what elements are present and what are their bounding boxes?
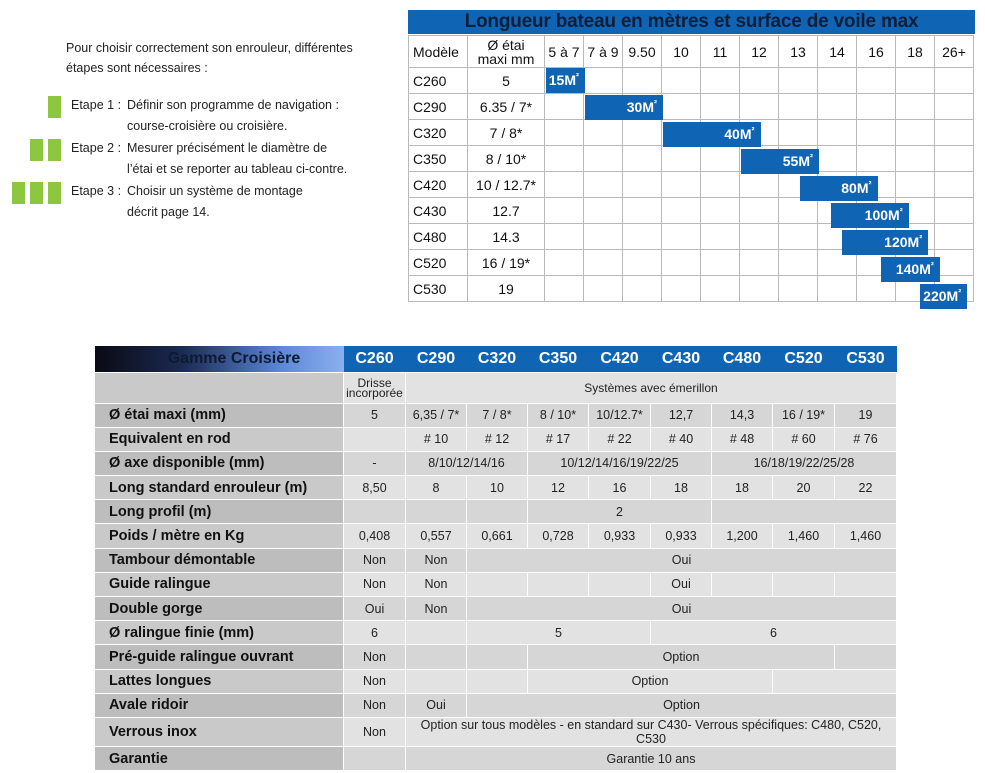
length-col-4: 11 (701, 36, 740, 68)
grid-cell (935, 120, 974, 146)
spec-cell (344, 427, 406, 451)
spec-cell (406, 669, 467, 693)
spec-cell: 8 (406, 476, 467, 500)
length-col-2: 9.50 (623, 36, 662, 68)
model-header-c290: C290 (406, 346, 467, 372)
spec-label: Avale ridoir (95, 693, 344, 717)
spec-cell: 2 (528, 500, 712, 524)
area-bar: $220M^{^2}$ (920, 284, 967, 309)
spec-cell (773, 572, 835, 596)
grid-cell (935, 250, 974, 276)
spec-label: Ø axe disponible (mm) (95, 451, 344, 475)
model-cell: C520 (409, 250, 468, 276)
spec-cell (589, 572, 651, 596)
spec-cell (835, 645, 897, 669)
grid-cell (545, 250, 584, 276)
spec-cell: 7 / 8* (467, 403, 528, 427)
spec-cell: 1,460 (773, 524, 835, 548)
model-header-c520: C520 (773, 346, 835, 372)
grid-cell (584, 198, 623, 224)
spec-cell (467, 572, 528, 596)
spec-cell (406, 500, 467, 524)
spec-cell: # 12 (467, 427, 528, 451)
spec-cell: # 17 (528, 427, 589, 451)
grid-cell (623, 68, 662, 94)
spec-row (95, 597, 897, 621)
grid-cell (584, 250, 623, 276)
grid-cell (935, 172, 974, 198)
grid-cell (818, 146, 857, 172)
model-cell: C320 (409, 120, 468, 146)
grid-cell (623, 172, 662, 198)
spec-cell: Non (344, 693, 406, 717)
spec-cell: 12 (528, 476, 589, 500)
spec-label: Pré-guide ralingue ouvrant (95, 645, 344, 669)
spec-cell: Garantie 10 ans (406, 746, 897, 770)
model-header-c430: C430 (651, 346, 712, 372)
diameter-cell: 6.35 / 7* (468, 94, 545, 120)
grid-cell (545, 198, 584, 224)
grid-cell (935, 146, 974, 172)
spec-cell: Oui (651, 572, 712, 596)
diameter-cell: 7 / 8* (468, 120, 545, 146)
grid-cell (584, 224, 623, 250)
diameter-cell: 5 (468, 68, 545, 94)
model-header-c480: C480 (712, 346, 773, 372)
grid-cell (623, 146, 662, 172)
specs-table (94, 346, 896, 771)
grid-cell (740, 276, 779, 302)
spec-row (95, 572, 897, 596)
spec-cell (406, 645, 467, 669)
spec-cell (773, 669, 897, 693)
area-bar: $120M^{^2}$ (842, 230, 928, 255)
grid-cell (740, 94, 779, 120)
spec-cell: 6,35 / 7* (406, 403, 467, 427)
spec-row (95, 427, 897, 451)
spec-cell: Oui (467, 597, 897, 621)
grid-cell (740, 250, 779, 276)
sizing-row (409, 172, 974, 198)
spec-cell: Non (344, 572, 406, 596)
grid-cell (701, 94, 740, 120)
grid-cell (701, 224, 740, 250)
grid-cell (896, 68, 935, 94)
model-header-c260: C260 (344, 346, 406, 372)
spec-cell: 10/12/14/16/19/22/25 (528, 451, 712, 475)
diameter-cell: 19 (468, 276, 545, 302)
spec-cell: Non (344, 669, 406, 693)
grid-cell (896, 120, 935, 146)
spec-cell: 6 (344, 621, 406, 645)
spec-label: Poids / mètre en Kg (95, 524, 344, 548)
col-model-header: Modèle (409, 36, 468, 68)
c260-system-note: Drisse incorporée (344, 372, 406, 403)
grid-cell (857, 94, 896, 120)
area-bar: $40M^{^2}$ (663, 122, 761, 147)
spec-cell: 0,661 (467, 524, 528, 548)
spec-cell: 18 (651, 476, 712, 500)
grid-cell (701, 250, 740, 276)
grid-cell (857, 68, 896, 94)
system-note: Systèmes avec émerillon (406, 372, 897, 403)
grid-cell (623, 250, 662, 276)
spec-cell: # 10 (406, 427, 467, 451)
spec-cell (712, 500, 897, 524)
length-col-8: 16 (857, 36, 896, 68)
spec-cell: # 40 (651, 427, 712, 451)
grid-cell (584, 146, 623, 172)
intro-text: Pour choisir correctement son enrouleur, différentes étapes sont nécessaires : (66, 41, 353, 75)
step3-line2: décrit page 14. (127, 205, 210, 219)
step3-marker-b (30, 182, 43, 204)
spec-cell: Oui (406, 693, 467, 717)
grid-cell (779, 224, 818, 250)
grid-cell (662, 68, 701, 94)
model-cell: C260 (409, 68, 468, 94)
sizing-row (409, 68, 974, 94)
step3-line1: Choisir un système de montage (127, 184, 303, 198)
grid-cell (818, 94, 857, 120)
spec-label: Verrous inox (95, 717, 344, 746)
step1-line1: Définir son programme de navigation : (127, 98, 339, 112)
diameter-cell: 12.7 (468, 198, 545, 224)
grid-cell (935, 198, 974, 224)
model-header-c420: C420 (589, 346, 651, 372)
spec-cell: 0,557 (406, 524, 467, 548)
spec-cell: 16 (589, 476, 651, 500)
grid-cell (584, 172, 623, 198)
model-header-c320: C320 (467, 346, 528, 372)
spec-cell: # 48 (712, 427, 773, 451)
spec-label: Long profil (m) (95, 500, 344, 524)
grid-cell (701, 68, 740, 94)
spec-cell: Non (406, 597, 467, 621)
grid-cell (701, 198, 740, 224)
area-bar: $100M^{^2}$ (831, 203, 909, 228)
grid-cell (779, 198, 818, 224)
spec-cell: Oui (467, 548, 897, 572)
spec-cell (467, 500, 528, 524)
model-cell: C430 (409, 198, 468, 224)
step1-line2: course-croisière ou croisière. (127, 119, 288, 133)
spec-cell (467, 669, 528, 693)
spec-cell: 8,50 (344, 476, 406, 500)
spec-row (95, 476, 897, 500)
spec-cell: 22 (835, 476, 897, 500)
spec-cell (344, 500, 406, 524)
spec-cell: # 22 (589, 427, 651, 451)
model-cell: C420 (409, 172, 468, 198)
length-col-7: 14 (818, 36, 857, 68)
grid-cell (623, 224, 662, 250)
grid-cell (779, 276, 818, 302)
grid-cell (545, 120, 584, 146)
spec-cell: Non (406, 572, 467, 596)
grid-cell (740, 68, 779, 94)
grid-cell (662, 276, 701, 302)
diameter-cell: 14.3 (468, 224, 545, 250)
spec-cell: 1,200 (712, 524, 773, 548)
spec-cell: 16 / 19* (773, 403, 835, 427)
spec-row (95, 669, 897, 693)
grid-cell (740, 224, 779, 250)
grid-cell (935, 68, 974, 94)
grid-cell (779, 68, 818, 94)
grid-cell (662, 224, 701, 250)
spec-cell: # 76 (835, 427, 897, 451)
spec-cell: 18 (712, 476, 773, 500)
spec-cell: 0,933 (589, 524, 651, 548)
grid-cell (662, 94, 701, 120)
spec-cell: 8 / 10* (528, 403, 589, 427)
spec-cell: 16/18/19/22/25/28 (712, 451, 897, 475)
model-cell: C530 (409, 276, 468, 302)
grid-cell (545, 224, 584, 250)
model-cell: C290 (409, 94, 468, 120)
grid-cell (740, 198, 779, 224)
length-col-0: 5 à 7 (545, 36, 584, 68)
spec-row (95, 645, 897, 669)
diameter-cell: 8 / 10* (468, 146, 545, 172)
spec-label: Garantie (95, 746, 344, 770)
specs-title: Gamme Croisière (95, 346, 344, 372)
spec-cell: 14,3 (712, 403, 773, 427)
spec-label: Ø étai maxi (mm) (95, 403, 344, 427)
grid-cell (584, 120, 623, 146)
spec-cell: 20 (773, 476, 835, 500)
spec-cell: Non (344, 645, 406, 669)
grid-cell (701, 146, 740, 172)
sizing-row (409, 146, 974, 172)
spec-cell: 0,933 (651, 524, 712, 548)
spec-label: Tambour démontable (95, 548, 344, 572)
step2-label: Etape 2 : (71, 141, 122, 155)
spec-label: Equivalent en rod (95, 427, 344, 451)
step3-marker-a (12, 182, 25, 204)
spec-row (95, 500, 897, 524)
grid-cell (701, 172, 740, 198)
spec-row (95, 451, 897, 475)
grid-cell (935, 94, 974, 120)
step2-line2: l’étai et se reporter au tableau ci-contre. (127, 162, 348, 176)
spec-cell: Non (406, 548, 467, 572)
model-header-c350: C350 (528, 346, 589, 372)
grid-cell (857, 120, 896, 146)
area-bar: $30M^{^2}$ (585, 95, 663, 120)
spec-cell: Option (528, 669, 773, 693)
spec-label: Ø ralingue finie (mm) (95, 621, 344, 645)
grid-cell (779, 94, 818, 120)
spec-cell: Option (467, 693, 897, 717)
area-bar: $55M^{^2}$ (741, 149, 819, 174)
model-cell: C350 (409, 146, 468, 172)
spec-cell (712, 572, 773, 596)
grid-cell (896, 146, 935, 172)
grid-cell (935, 224, 974, 250)
grid-cell (545, 94, 584, 120)
area-bar: $15M^{^2}$ (546, 68, 585, 93)
grid-cell (545, 276, 584, 302)
grid-cell (584, 68, 623, 94)
spec-cell (467, 645, 528, 669)
length-col-10: 26+ (935, 36, 974, 68)
spec-cell (406, 621, 467, 645)
spec-row (95, 693, 897, 717)
grid-cell (584, 276, 623, 302)
length-col-9: 18 (896, 36, 935, 68)
step3-marker-c (48, 182, 61, 204)
length-col-6: 13 (779, 36, 818, 68)
spec-row (95, 548, 897, 572)
spec-cell: 19 (835, 403, 897, 427)
spec-cell: Oui (344, 597, 406, 621)
sizing-row (409, 94, 974, 120)
area-bar: $140M^{^2}$ (881, 257, 940, 282)
spec-row (95, 524, 897, 548)
sizing-chart (408, 10, 976, 306)
sizing-title: Longueur bateau en mètres et surface de voile max (408, 10, 975, 34)
grid-cell (857, 146, 896, 172)
grid-cell (896, 172, 935, 198)
grid-cell (662, 250, 701, 276)
spec-label: Long standard enrouleur (m) (95, 476, 344, 500)
spec-cell: 10/12.7* (589, 403, 651, 427)
spec-cell: 8/10/12/14/16 (406, 451, 528, 475)
grid-cell (623, 198, 662, 224)
grid-cell (779, 250, 818, 276)
area-bar: $80M^{^2}$ (800, 176, 878, 201)
grid-cell (662, 198, 701, 224)
diameter-cell: 10 / 12.7* (468, 172, 545, 198)
spec-cell: # 60 (773, 427, 835, 451)
step1-label: Etape 1 : (71, 98, 122, 112)
spec-cell (835, 572, 897, 596)
step2-marker-a (30, 139, 43, 161)
grid-cell (662, 172, 701, 198)
col-diam-header: Ø étai maxi mm (468, 36, 545, 68)
spec-row (95, 403, 897, 427)
diameter-cell: 16 / 19* (468, 250, 545, 276)
spec-label: Double gorge (95, 597, 344, 621)
spec-row (95, 621, 897, 645)
grid-cell (701, 276, 740, 302)
spec-cell: 12,7 (651, 403, 712, 427)
grid-cell (662, 146, 701, 172)
model-header-c530: C530 (835, 346, 897, 372)
spec-cell: 0,728 (528, 524, 589, 548)
model-cell: C480 (409, 224, 468, 250)
spec-row (95, 746, 897, 770)
grid-cell (818, 276, 857, 302)
spec-cell (344, 746, 406, 770)
length-col-1: 7 à 9 (584, 36, 623, 68)
spec-cell (528, 572, 589, 596)
grid-cell (740, 172, 779, 198)
spec-cell: Option (528, 645, 835, 669)
step3-label: Etape 3 : (71, 184, 122, 198)
grid-cell (818, 68, 857, 94)
spec-cell: 5 (467, 621, 651, 645)
spec-cell: 6 (651, 621, 897, 645)
grid-cell (545, 146, 584, 172)
spec-row (95, 717, 897, 746)
spec-cell: 1,460 (835, 524, 897, 548)
length-col-5: 12 (740, 36, 779, 68)
grid-cell (623, 120, 662, 146)
step2-marker-b (48, 139, 61, 161)
grid-cell (779, 120, 818, 146)
spec-cell: 5 (344, 403, 406, 427)
subheader-empty (95, 372, 344, 403)
spec-cell: Option sur tous modèles - en standard sur C430- Verrous spécifiques: C480, C520, C530 (406, 717, 897, 746)
grid-cell (623, 276, 662, 302)
spec-cell: Non (344, 548, 406, 572)
length-col-3: 10 (662, 36, 701, 68)
grid-cell (545, 172, 584, 198)
spec-cell: 0,408 (344, 524, 406, 548)
spec-cell: - (344, 451, 406, 475)
step2-line1: Mesurer précisément le diamètre de (127, 141, 328, 155)
spec-label: Lattes longues (95, 669, 344, 693)
grid-cell (896, 94, 935, 120)
step1-marker (48, 96, 61, 118)
spec-cell: Non (344, 717, 406, 746)
spec-label: Guide ralingue (95, 572, 344, 596)
spec-cell: 10 (467, 476, 528, 500)
grid-cell (818, 120, 857, 146)
